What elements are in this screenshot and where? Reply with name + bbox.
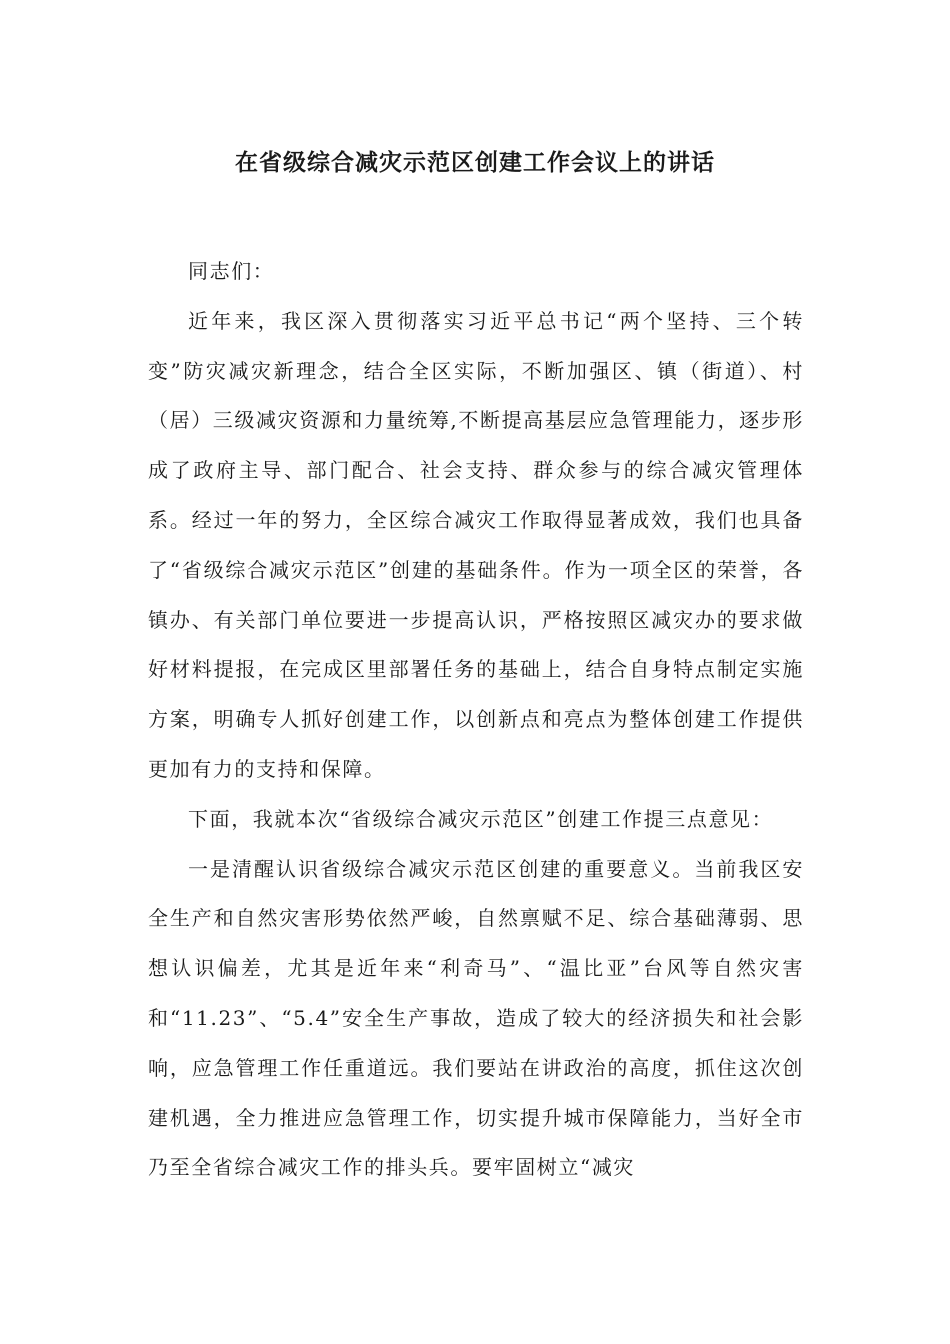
paragraph-outline: 下面，我就本次“省级综合减灾示范区”创建工作提三点意见： — [188, 806, 774, 831]
paragraph-intro: 近年来，我区深入贯彻落实习近平总书记“两个坚持、三个转变”防灾减灾新理念，结合全区实际，不断加强区、镇（街道）、村（居）三级减灾资源和力量统筹,不断提高基层应急管理能力，逐步形成了政府主导、部门配合、社会支持、群众参与的综合减灾管理体系。经过一年的努力，全区综合减灾工作取得显著成效，我们也具备了“省级综合减灾示范区”创建的基础条件。作为一项全区的荣誉，各镇办、有关部门单位要进一步提高认识，严格按照区减灾办的要求做好材料提报，在完成区里部署任务的基础上，结合自身特点制定实施方案，明确专人抓好创建工作，以创新点和亮点为整体创建工作提供更加有力的支持和保障。 — [148, 308, 804, 781]
paragraph-point-one: 一是清醒认识省级综合减灾示范区创建的重要意义。当前我区安全生产和自然灾害形势依然严峻，自然禀赋不足、综合基础薄弱、思想认识偏差，尤其是近年来“利奇马”、“温比亚”台风等自然灾害和“11.23”、“5.4”安全生产事故，造成了较大的经济损失和社会影响，应急管理工作任重道远。我们要站在讲政治的高度，抓住这次创建机遇，全力推进应急管理工作，切实提升城市保障能力，当好全市乃至全省综合减灾工作的排头兵。要牢固树立“减灾 — [148, 856, 804, 1180]
document-title: 在省级综合减灾示范区创建工作会议上的讲话 — [235, 149, 715, 176]
salutation: 同志们： — [188, 259, 275, 283]
document-body — [148, 247, 804, 1193]
